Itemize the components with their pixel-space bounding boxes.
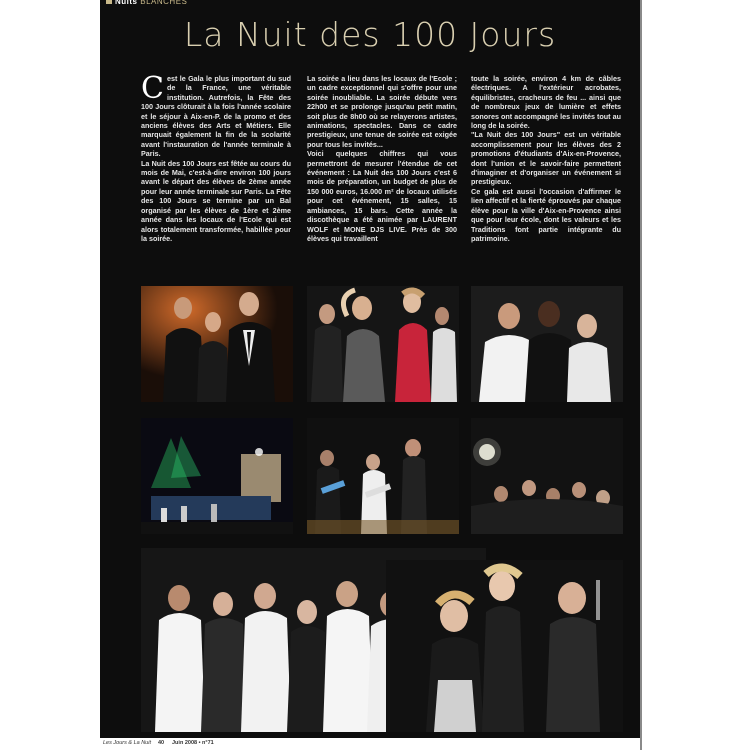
page-edge [640, 0, 642, 750]
footer-magazine: Les Jours & La Nuit [103, 740, 151, 746]
section-tag-bold: Nuits [115, 0, 138, 6]
column-2-paragraph-2: Voici quelques chiffres qui vous permettront de mesurer l'étendue de cet événement : La Nuit des 100 Jours c'est 6 mois de préparation, un budget de plus de 150 000 euros, 16.000 m² de locaux utilisés pour cet événement, 15 salles, 15 ambiances, 15 bars. Cette année la discothèque a été animée par LAURENT WOLF et MONE DJS LIVE. Près de 300 élèves qui travaillent [307, 149, 457, 243]
drop-cap: C [141, 71, 164, 106]
section-tag-light: BLANCHES [140, 0, 188, 6]
photo-stage-lights [141, 418, 293, 534]
column-2-paragraph-1: La soirée a lieu dans les locaux de l'Ecole ; un cadre exceptionnel qui s'offre pour une soirée inoubliable. La soirée débute vers 22h00 et se prolonge jusqu'au petit matin, soit plus de 8h00 où se relayerons artistes, animations, spectacles. Dans ce cadre prestigieux, une tenue de soirée est exigée pour tous les invités... [307, 74, 457, 149]
page-footer [100, 738, 640, 750]
article-title: La Nuit des 100 Jours [183, 15, 557, 54]
section-marker [106, 0, 112, 4]
article-column-2 [307, 74, 457, 243]
article-column-3 [471, 74, 621, 243]
magazine-page [100, 0, 640, 750]
footer-page-number: 40 [158, 740, 165, 746]
column-1-paragraph-1: est le Gala le plus important du sud de la France, une véritable institution. Autrefois, la Fête des 100 Jours clôturait à la fois l'année scolaire et le séjour à Aix-en-P. de la promo et des anciens élèves des Arts et Métiers. Elle marquait également la fin de la scolarité avant l'instauration de l'année terminale à Paris. [141, 74, 291, 159]
photo-live-band [307, 418, 459, 534]
column-1-paragraph-2: La Nuit des 100 Jours est fêtée au cours du mois de Mai, c'est-à-dire environ 100 jours avant le départ des élèves de 2ème année pour leur année terminale sur Paris. La Fête des 100 Jours se termine par un Bal organisé par les élèves de 1ère et 2ème année dans les locaux de l'Ecole qui est alors totalement transformée, habillée pour la soirée. [141, 158, 291, 243]
photo-crowd [471, 418, 623, 534]
article-column-1 [141, 71, 291, 243]
photo-young-men-group [471, 286, 623, 402]
section-tag [106, 0, 187, 6]
photo-friends-toasting [386, 560, 623, 732]
photo-guests-in-suits [141, 286, 293, 402]
photo-dancing-women [307, 286, 459, 402]
footer-issue: Juin 2008 • n°71 [172, 740, 214, 746]
column-3-paragraph-3: Ce gala est aussi l'occasion d'affirmer le lien affectif et la fierté éprouvés par chaque élève pour la ville d'Aix-en-Provence ainsi que pour leur école, dont les valeurs et les Traditions font partie intégrante du patrimoine. [471, 186, 621, 243]
column-3-paragraph-2: "La Nuit des 100 Jours" est un véritable accomplissement pour les élèves des 2 promotions d'étudiants d'Aix-en-Provence, dont l'union et le savoir-faire permettent d'imaginer et d'organiser un événement si prestigieux. [471, 130, 621, 187]
column-3-paragraph-1: toute la soirée, environ 4 km de câbles électriques. A l'extérieur acrobates, équilibristes, cracheurs de feu ... ainsi que de nombreux jeux de lumière et effets sonores ont accompagné les invités tout au long de la soirée. [471, 74, 621, 131]
